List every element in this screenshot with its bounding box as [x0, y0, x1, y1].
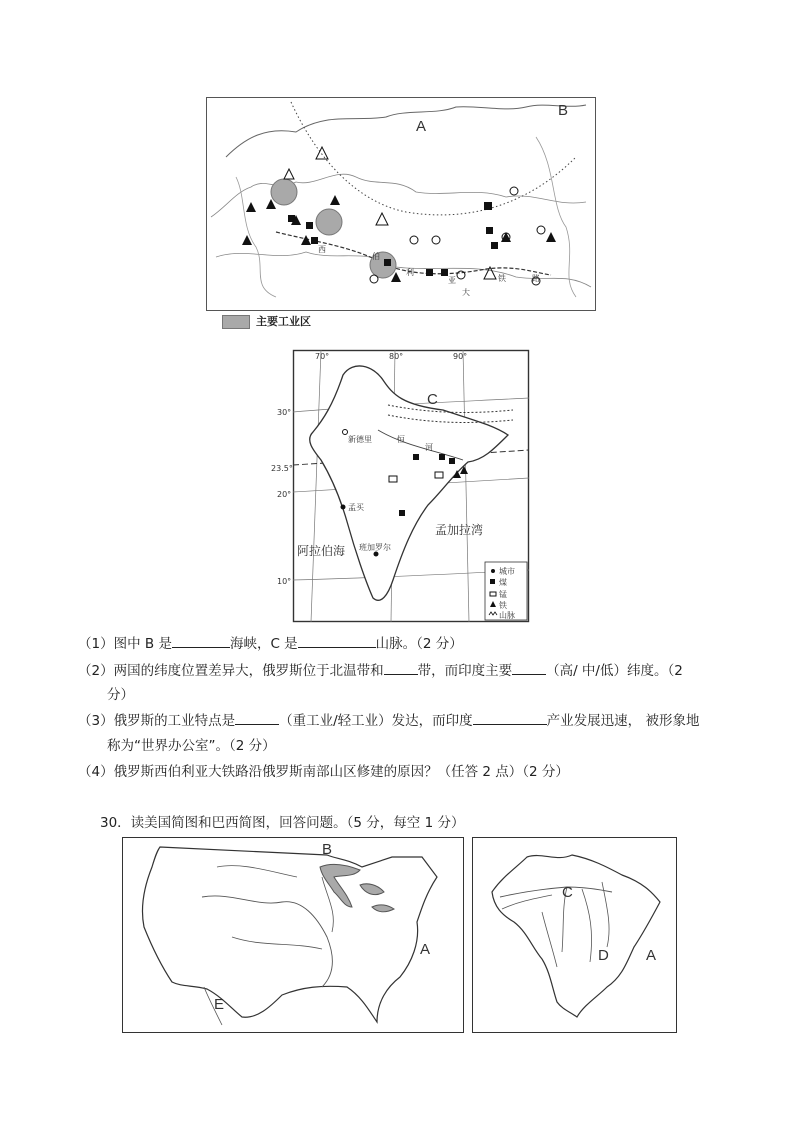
question-4 — [78, 761, 569, 783]
brazil-map — [472, 837, 677, 1033]
railway-char-2: 伯 — [372, 252, 380, 261]
q3-text-a: 俄罗斯的工业特点是 — [113, 713, 236, 729]
legend-mountain: 山脉 — [499, 611, 515, 620]
legend-manganese: 锰 — [499, 590, 507, 599]
railway-char-6: 铁 — [498, 274, 506, 283]
brazil-label-c: C — [562, 884, 573, 901]
label-b: B — [558, 102, 569, 119]
lat-tick-20: 20° — [277, 490, 292, 499]
question-30-title — [100, 812, 464, 834]
q1-text-c: 山脉。（2 分） — [375, 636, 463, 652]
q2-text-b: 带，而印度主要 — [417, 663, 513, 679]
sea-label: 阿拉伯海 — [297, 544, 346, 558]
railway-char-4: 亚 — [448, 276, 456, 285]
lon-tick-80: 80° — [389, 352, 404, 361]
q3-num: （3） — [78, 713, 114, 729]
q4-num: （4） — [78, 764, 114, 780]
brazil-label-d: D — [598, 947, 609, 964]
question-2-cont — [107, 684, 134, 706]
city-mumbai: 孟买 — [348, 503, 364, 512]
river-char-1: 恒 — [397, 435, 405, 444]
legend-coal: 煤 — [499, 578, 507, 587]
industry-legend-label: 主要工业区 — [256, 315, 311, 328]
lon-tick-90: 90° — [453, 352, 468, 361]
brazil-label-a: A — [646, 947, 657, 964]
q2-text-c: （高/ 中/低）纬度。（2 — [546, 663, 683, 679]
railway-char-3: 利 — [406, 268, 414, 277]
question-2 — [78, 660, 683, 682]
city-delhi: 新德里 — [348, 435, 372, 444]
railway-char-7: 路 — [532, 274, 540, 283]
legend-iron: 铁 — [499, 601, 507, 610]
industry-legend-swatch — [222, 315, 250, 329]
lat-tick-23: 23.5° — [271, 464, 293, 473]
industry-legend — [222, 313, 311, 329]
legend-city: 城市 — [499, 567, 515, 576]
lat-tick-30: 30° — [277, 408, 292, 417]
q3-text-b: （重工业/轻工业）发达，而印度 — [279, 713, 473, 729]
q1-text-b: 海峡，C 是 — [229, 636, 298, 652]
q2-blank-1[interactable] — [384, 660, 418, 675]
q3-text-c: 产业发展迅速， 被形象地 — [546, 713, 700, 729]
q1-blank-c[interactable] — [298, 633, 376, 648]
river-char-2: 河 — [425, 443, 433, 452]
q1-blank-b[interactable] — [172, 633, 230, 648]
q2-text-d: 分） — [107, 687, 134, 703]
label-c-india: C — [427, 391, 438, 408]
q4-text-a: 俄罗斯西伯利亚大铁路沿俄罗斯南部山区修建的原因？（任答 2 点）（2 分） — [113, 764, 569, 780]
q1-text-a: 图中 B 是 — [113, 636, 172, 652]
bay-label: 孟加拉湾 — [435, 523, 484, 537]
q1-num: （1） — [78, 636, 114, 652]
question-3 — [78, 710, 699, 732]
q2-text-a: 两国的纬度位置差异大，俄罗斯位于北温带和 — [113, 663, 384, 679]
city-bangalore: 班加罗尔 — [359, 543, 391, 552]
lon-tick-70: 70° — [315, 352, 330, 361]
usa-label-a: A — [420, 941, 431, 958]
q3-blank-2[interactable] — [473, 710, 547, 725]
question-3-cont — [107, 735, 276, 757]
lat-tick-10: 10° — [277, 577, 292, 586]
usa-label-e: E — [214, 996, 225, 1013]
usa-label-b: B — [322, 841, 333, 858]
russia-map — [206, 97, 596, 311]
label-a-russia: A — [416, 118, 427, 135]
q30-title: 30．读美国简图和巴西简图，回答问题。（5 分，每空 1 分） — [100, 815, 465, 831]
railway-char-5: 大 — [462, 288, 470, 297]
railway-char-1: 西 — [318, 245, 326, 254]
q2-blank-2[interactable] — [512, 660, 546, 675]
q2-num: （2） — [78, 663, 114, 679]
q3-text-d: 称为“世界办公室”。（2 分） — [107, 738, 276, 754]
question-1 — [78, 633, 463, 655]
india-map — [271, 350, 529, 622]
usa-map — [122, 837, 464, 1033]
q3-blank-1[interactable] — [235, 710, 279, 725]
